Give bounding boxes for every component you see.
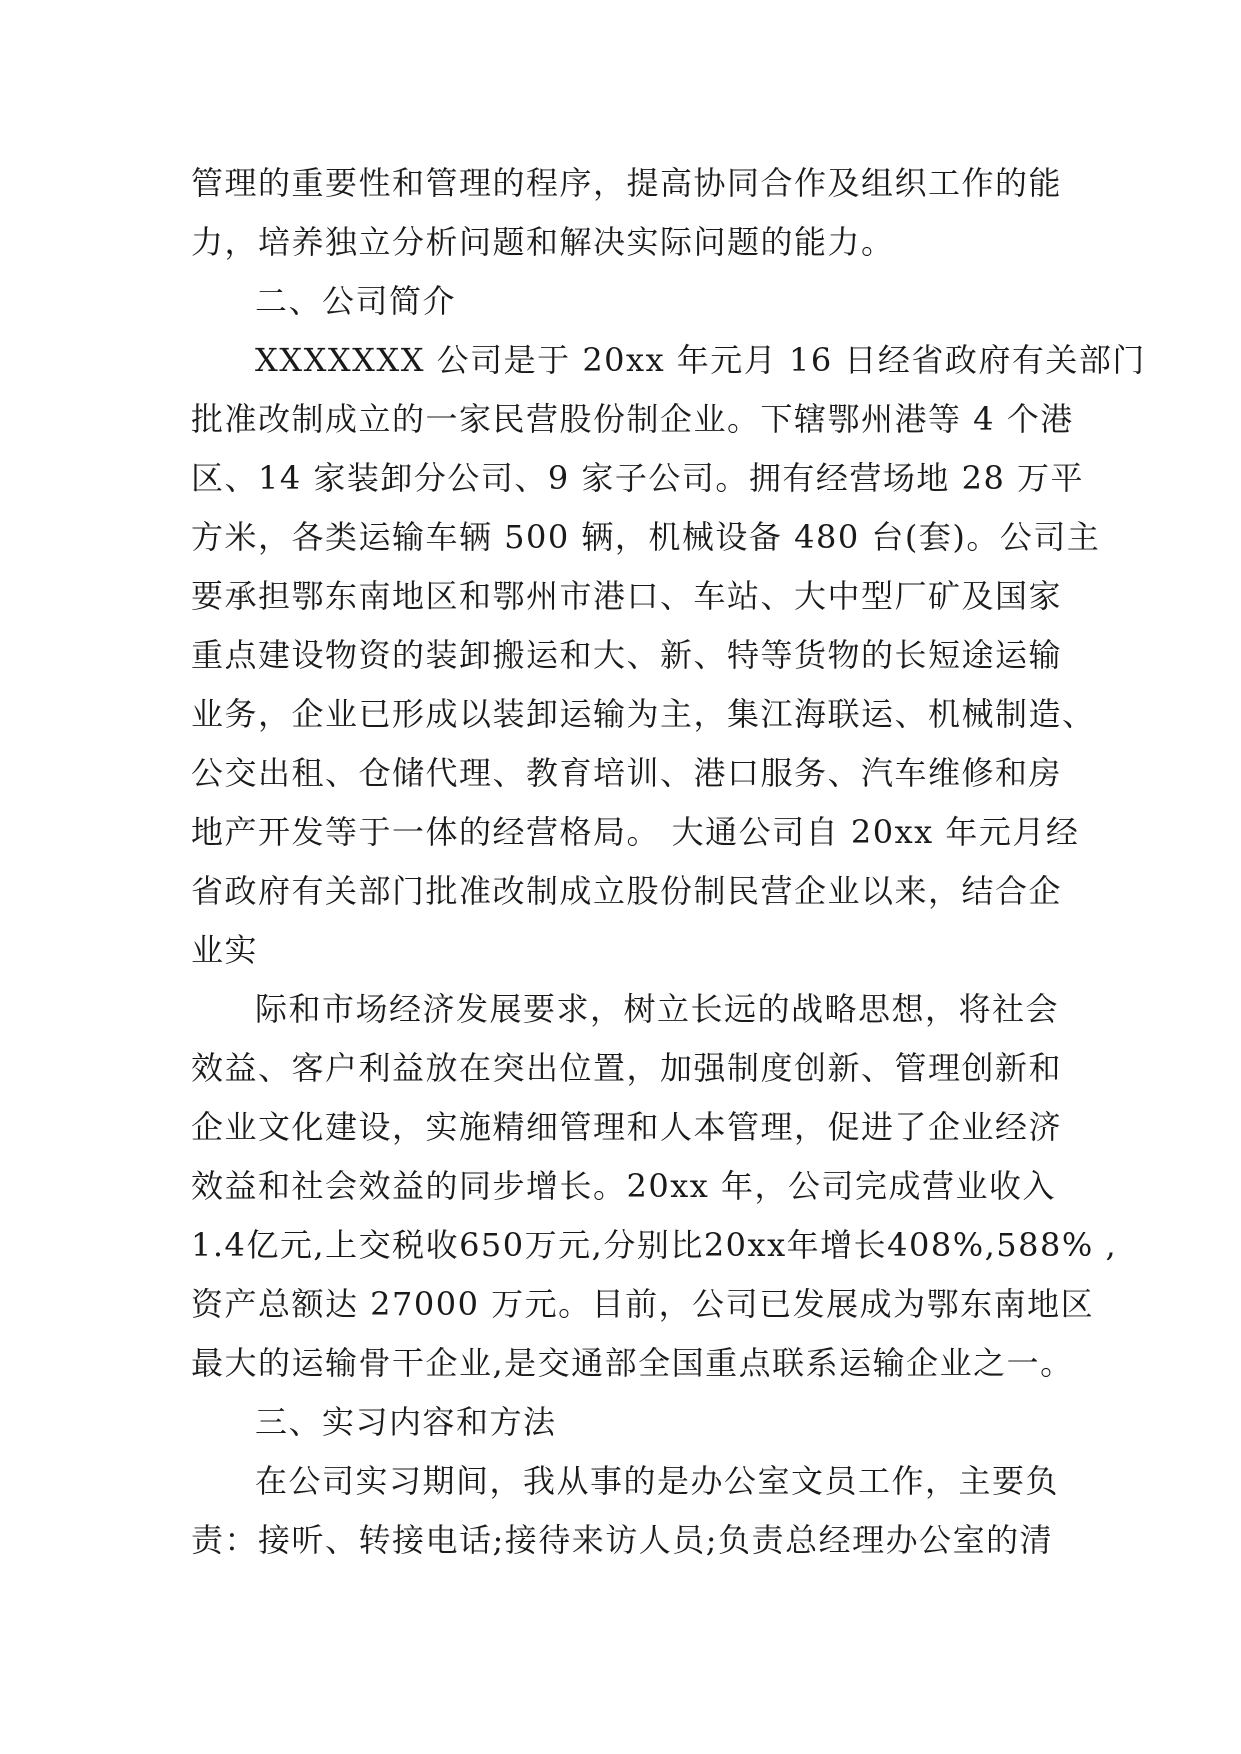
text-line: 方米，各类运输车辆 500 辆，机械设备 480 台(套)。公司主 [191, 518, 1101, 556]
text-line: 区、14 家装卸分公司、9 家子公司。拥有经营场地 28 万平 [191, 459, 1084, 497]
text-line: 最大的运输骨干企业,是交通部全国重点联系运输企业之一。 [191, 1344, 1074, 1382]
text-line: 企业文化建设，实施精细管理和人本管理，促进了企业经济 [191, 1108, 1063, 1146]
paragraph-start-line: 际和市场经济发展要求，树立长远的战略思想，将社会 [255, 990, 1060, 1028]
text-line: 公交出租、仓储代理、教育培训、港口服务、汽车维修和房 [191, 754, 1063, 792]
text-line: 效益、客户利益放在突出位置，加强制度创新、管理创新和 [191, 1049, 1063, 1087]
text-line: 效益和社会效益的同步增长。20xx 年，公司完成营业收入 [191, 1167, 1056, 1205]
section-heading: 二、公司简介 [255, 282, 457, 320]
text-line: 重点建设物资的装卸搬运和大、新、特等货物的长短途运输 [191, 636, 1063, 674]
text-line: 省政府有关部门批准改制成立股份制民营企业以来，结合企 [191, 872, 1063, 910]
text-line: 地产开发等于一体的经营格局。 大通公司自 20xx 年元月经 [191, 813, 1080, 851]
text-line: 资产总额达 27000 万元。目前，公司已发展成为鄂东南地区 [191, 1285, 1095, 1323]
text-line: 管理的重要性和管理的程序，提高协同合作及组织工作的能 [191, 164, 1063, 202]
text-line: 业实 [191, 931, 259, 969]
text-line: 业务，企业已形成以装卸运输为主，集江海联运、机械制造、 [191, 695, 1096, 733]
text-line: 批准改制成立的一家民营股份制企业。下辖鄂州港等 4 个港 [191, 400, 1074, 438]
section-heading: 三、实习内容和方法 [255, 1403, 557, 1441]
paragraph-start-line: XXXXXXX 公司是于 20xx 年元月 16 日经省政府有关部门 [255, 341, 1146, 379]
text-line: 1.4亿元,上交税收650万元,分别比20xx年增长408%,588% , [191, 1226, 1118, 1264]
text-line: 力，培养独立分析问题和解决实际问题的能力。 [191, 223, 895, 261]
paragraph-start-line: 在公司实习期间，我从事的是办公室文员工作，主要负 [255, 1462, 1060, 1500]
document-body [191, 154, 1146, 1570]
text-line: 要承担鄂东南地区和鄂州市港口、车站、大中型厂矿及国家 [191, 577, 1063, 615]
text-line: 责：接听、转接电话;接待来访人员;负责总经理办公室的清 [191, 1521, 1054, 1559]
